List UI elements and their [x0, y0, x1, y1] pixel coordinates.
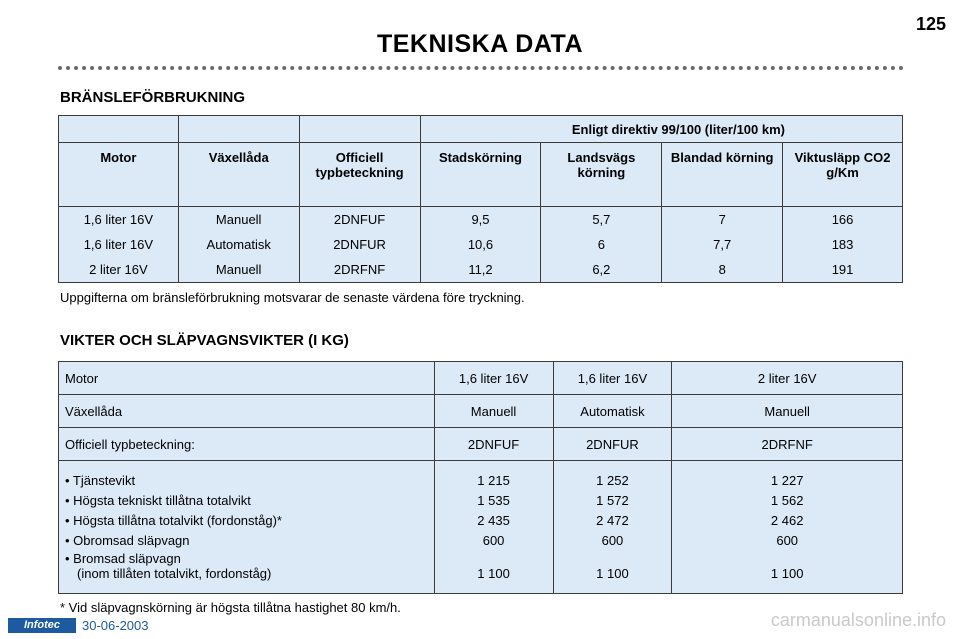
header-motor: Motor [59, 143, 179, 207]
weight-label-main: • Bromsad släpvagn [65, 551, 181, 566]
cell: 1,6 liter 16V [553, 362, 672, 395]
page-title: TEKNISKA DATA [376, 30, 584, 58]
cell: 2DRFNF [299, 257, 420, 283]
header-co2: Viktusläpp CO2 g/Km [783, 143, 903, 207]
cell: Manuell [672, 395, 903, 428]
cell: 1 252 [596, 473, 629, 488]
weight-label: • Obromsad släpvagn [65, 533, 190, 548]
cell: 2DNFUF [434, 428, 553, 461]
cell: 1,6 liter 16V [59, 232, 179, 257]
cell: 2 liter 16V [59, 257, 179, 283]
table-row [59, 362, 903, 395]
header-type: Officiell typbeteckning [299, 143, 420, 207]
cell: 1 227 [770, 473, 804, 488]
fuel-section-heading: BRÄNSLEFÖRBRUKNING [60, 89, 245, 106]
type-label: Officiell typbeteckning: [59, 428, 435, 461]
table-row [59, 257, 903, 283]
cell: 7,7 [662, 232, 783, 257]
watermark: carmanualsonline.info [770, 610, 946, 630]
weights-note: * Vid släpvagnskörning är högsta tillåtna hastighet 80 km/h. [60, 600, 401, 615]
cell: 11,2 [420, 257, 541, 283]
cell: 1 535 [477, 493, 510, 508]
fuel-note: Uppgifterna om bränsleförbrukning motsvarar de senaste värdena före tryckning. [60, 290, 525, 305]
cell: 166 [783, 207, 903, 233]
empty-cell [299, 116, 420, 143]
cell: Manuell [434, 395, 553, 428]
table-row [59, 428, 903, 461]
cell: 2 435 [477, 513, 510, 528]
weights-table [58, 361, 903, 594]
weight-labels [59, 461, 435, 594]
cell: 2DNFUR [299, 232, 420, 257]
weight-values [672, 461, 903, 594]
cell: 2 472 [596, 513, 629, 528]
infotec-logo: Infotec [8, 618, 76, 633]
weight-values [434, 461, 553, 594]
cell: 1 215 [477, 473, 510, 488]
empty-cell [59, 116, 179, 143]
cell: 1 572 [596, 493, 629, 508]
cell: Automatisk [178, 232, 299, 257]
cell: 600 [601, 533, 624, 548]
table-row [59, 395, 903, 428]
weight-label: • Högsta tekniskt tillåtna totalvikt [65, 493, 251, 508]
directive-header: Enligt direktiv 99/100 (liter/100 km) [420, 116, 902, 143]
cell: 1 562 [770, 493, 804, 508]
cell: 191 [783, 257, 903, 283]
cell: 1 100 [596, 566, 629, 581]
cell: 6,2 [541, 257, 662, 283]
fuel-consumption-table [58, 115, 903, 283]
cell: 9,5 [420, 207, 541, 233]
cell: 2DNFUF [299, 207, 420, 233]
footer-date: 30-06-2003 [82, 618, 149, 633]
cell: 2DNFUR [553, 428, 672, 461]
page-number: 125 [915, 14, 946, 34]
weight-label-sub: (inom tillåten totalvikt, fordonståg) [77, 566, 272, 581]
table-row [59, 207, 903, 233]
cell: 5,7 [541, 207, 662, 233]
weight-label: • Högsta tillåtna totalvikt (fordonståg)* [65, 513, 282, 528]
cell: 2DRFNF [672, 428, 903, 461]
weight-values [553, 461, 672, 594]
cell: 2 liter 16V [672, 362, 903, 395]
cell: Manuell [178, 257, 299, 283]
empty-cell [178, 116, 299, 143]
cell: Automatisk [553, 395, 672, 428]
cell: 1,6 liter 16V [434, 362, 553, 395]
cell: 8 [662, 257, 783, 283]
motor-label: Motor [59, 362, 435, 395]
dotted-divider [58, 66, 904, 70]
cell: Manuell [178, 207, 299, 233]
table-row [59, 461, 903, 594]
cell: 1,6 liter 16V [59, 207, 179, 233]
weights-section-heading: VIKTER OCH SLÄPVAGNSVIKTER (I KG) [60, 332, 349, 349]
table-row [59, 232, 903, 257]
gearbox-label: Växellåda [59, 395, 435, 428]
cell: 1 100 [477, 566, 510, 581]
cell: 600 [776, 533, 799, 548]
cell: 1 100 [770, 566, 804, 581]
cell: 10,6 [420, 232, 541, 257]
cell: 7 [662, 207, 783, 233]
cell: 2 462 [770, 513, 804, 528]
header-mixed: Blandad körning [662, 143, 783, 207]
cell: 183 [783, 232, 903, 257]
weight-label: • Tjänstevikt [65, 473, 136, 488]
header-highway: Landsvägs körning [541, 143, 662, 207]
cell: 600 [482, 533, 505, 548]
cell: 6 [541, 232, 662, 257]
weight-label [65, 551, 428, 585]
header-city: Stadskörning [420, 143, 541, 207]
header-gearbox: Växellåda [178, 143, 299, 207]
